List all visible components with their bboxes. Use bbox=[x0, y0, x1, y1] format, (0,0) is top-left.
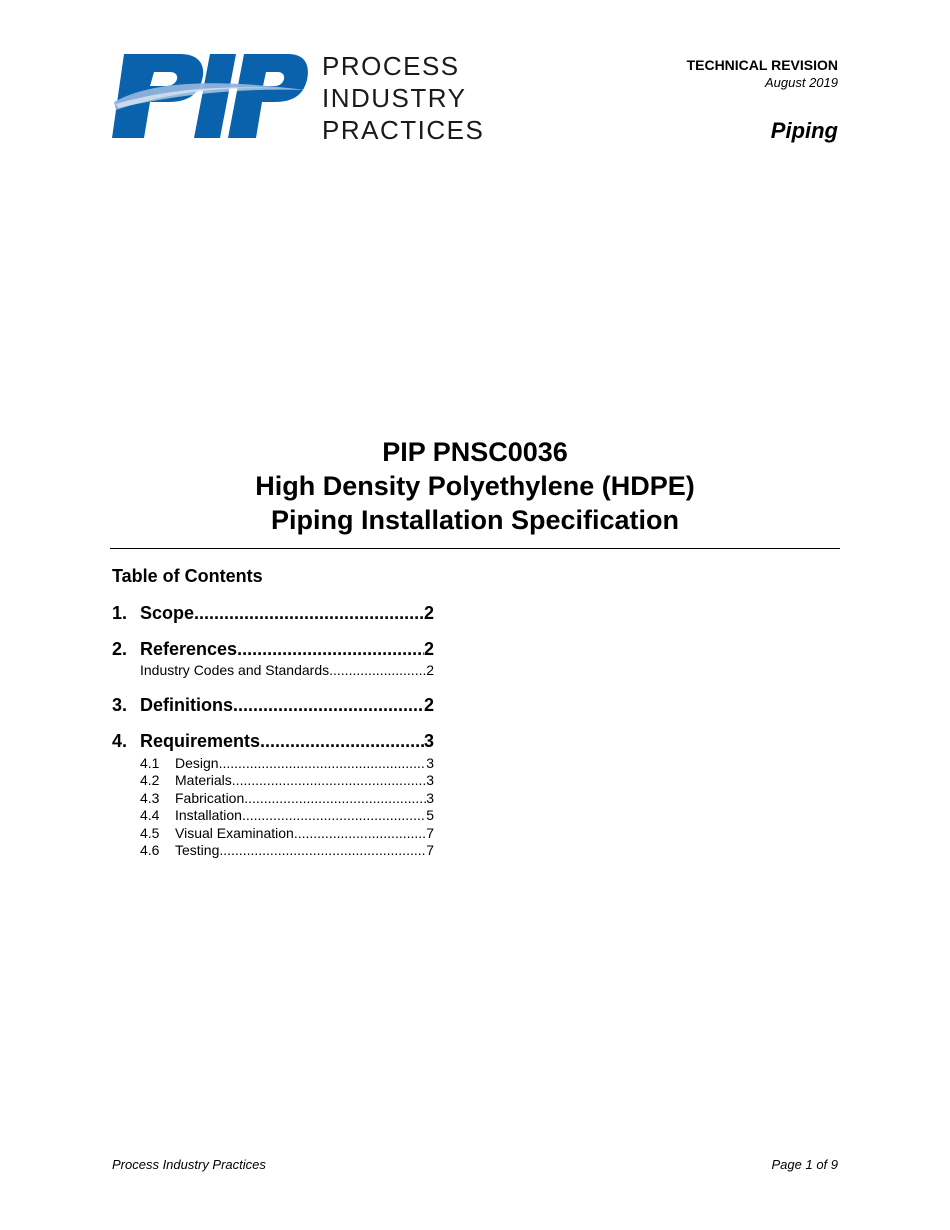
toc-subnumber: 4.3 bbox=[140, 789, 160, 806]
toc-link-testing[interactable] bbox=[112, 842, 434, 860]
toc-page: 3 bbox=[423, 730, 434, 751]
toc-leader bbox=[329, 662, 426, 680]
toc-leader bbox=[194, 603, 424, 624]
discipline-label: Piping bbox=[770, 118, 838, 143]
toc-subnumber: 4.2 bbox=[140, 772, 160, 788]
revision-label: TECHNICAL REVISION bbox=[686, 57, 838, 73]
toc-link-materials[interactable] bbox=[112, 772, 434, 790]
footer-org: Process Industry Practices bbox=[112, 1157, 266, 1172]
toc-link-installation[interactable] bbox=[112, 807, 434, 825]
toc-link-industry-codes[interactable] bbox=[112, 662, 434, 680]
toc-page: 3 bbox=[426, 772, 434, 788]
toc-link-scope[interactable] bbox=[112, 603, 434, 624]
org-name-line-3: PRACTICES bbox=[322, 115, 485, 145]
toc-leader bbox=[219, 755, 427, 773]
footer-page-number: Page 1 of 9 bbox=[771, 1157, 838, 1172]
toc-link-references[interactable] bbox=[112, 639, 434, 660]
toc-subtitle: Visual Examination bbox=[175, 824, 294, 841]
toc-title: References bbox=[140, 639, 238, 659]
title-line-2: High Density Polyethylene (HDPE) bbox=[255, 471, 695, 501]
toc-page: 2 bbox=[423, 639, 434, 659]
logo-letter-p2 bbox=[228, 54, 308, 138]
toc-leader bbox=[219, 842, 426, 860]
toc-page: 2 bbox=[423, 694, 434, 715]
toc-link-definitions[interactable] bbox=[112, 695, 434, 716]
org-name-line-1: PROCESS bbox=[322, 51, 460, 81]
toc-heading: Table of Contents bbox=[112, 566, 263, 586]
toc-number: 3. bbox=[112, 694, 128, 715]
toc-section-scope bbox=[112, 603, 434, 624]
revision-date: August 2019 bbox=[764, 75, 838, 90]
toc-number: 2. bbox=[112, 639, 128, 659]
toc-page: 2 bbox=[423, 603, 434, 623]
toc-number: 4. bbox=[112, 730, 128, 751]
toc-page: 5 bbox=[426, 807, 434, 823]
toc-subnumber: 4.5 bbox=[140, 824, 160, 841]
title-line-3: Piping Installation Specification bbox=[270, 505, 680, 535]
toc-subnumber: 4.4 bbox=[140, 807, 160, 823]
toc-subtitle: Design bbox=[175, 754, 219, 771]
toc-subtitle: Industry Codes and Standards bbox=[140, 662, 330, 678]
toc-leader bbox=[237, 639, 424, 660]
toc-link-design[interactable] bbox=[112, 755, 434, 773]
toc-section-definitions bbox=[112, 695, 434, 716]
toc-subtitle: Installation bbox=[175, 807, 242, 823]
toc-link-fabrication[interactable] bbox=[112, 790, 434, 808]
title-line-1: PIP PNSC0036 bbox=[382, 437, 568, 467]
toc-subtitle: Fabrication bbox=[175, 789, 245, 806]
toc-title: Requirements bbox=[140, 730, 261, 751]
toc-leader bbox=[242, 807, 426, 825]
toc-link-visual-examination[interactable] bbox=[112, 825, 434, 843]
org-name-line-2: INDUSTRY bbox=[322, 83, 467, 113]
pip-logo bbox=[110, 52, 310, 140]
toc-subtitle: Materials bbox=[175, 772, 232, 788]
toc-page: 3 bbox=[426, 754, 434, 771]
toc-page: 7 bbox=[426, 824, 434, 841]
title-divider bbox=[110, 548, 840, 549]
toc-leader bbox=[233, 695, 424, 716]
toc-section-requirements bbox=[112, 731, 434, 860]
toc-page: 3 bbox=[426, 789, 434, 806]
toc-leader bbox=[260, 731, 424, 752]
toc-section-references bbox=[112, 639, 434, 680]
toc-number: 1. bbox=[112, 603, 128, 623]
toc-title: Scope bbox=[140, 603, 195, 623]
toc-page: 2 bbox=[426, 662, 434, 678]
toc-subnumber: 4.6 bbox=[140, 842, 160, 858]
toc-leader bbox=[244, 790, 426, 808]
toc-subtitle: Testing bbox=[175, 842, 220, 858]
toc-leader bbox=[294, 825, 426, 843]
document-title bbox=[110, 435, 840, 537]
toc-leader bbox=[232, 772, 426, 790]
toc-title: Definitions bbox=[140, 694, 233, 715]
toc-page: 7 bbox=[426, 842, 434, 858]
toc-link-requirements[interactable] bbox=[112, 731, 434, 752]
toc-subnumber: 4.1 bbox=[140, 754, 160, 771]
table-of-contents bbox=[112, 603, 434, 875]
